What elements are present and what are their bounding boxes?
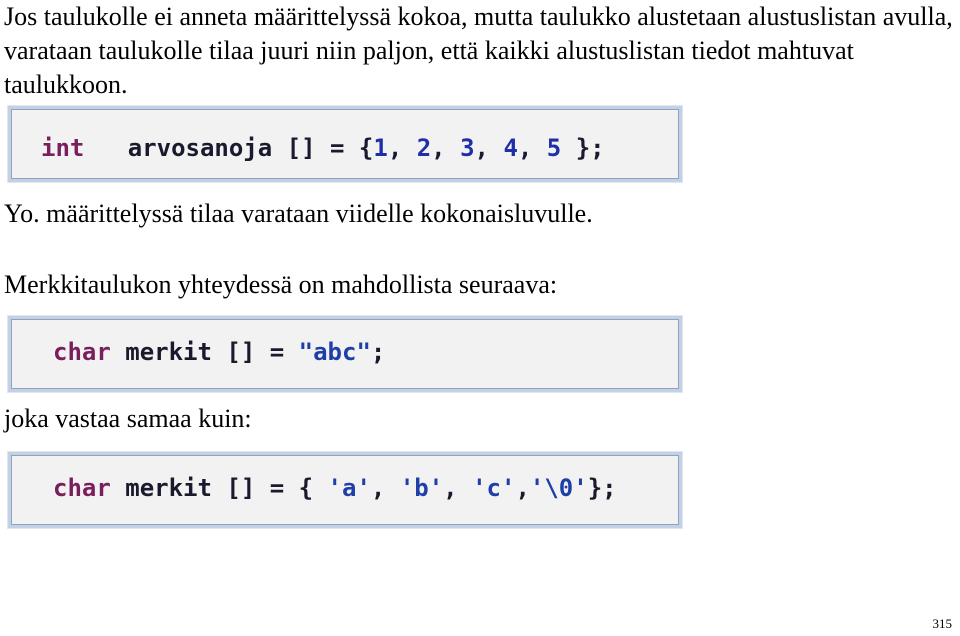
code-block-int-array [8,106,682,182]
code-identifier: merkit [] = { [110,474,328,502]
char-literal: 'c' [472,474,516,502]
joka-paragraph: joka vastaa samaa kuin: [4,404,252,433]
number-literal: 5 [546,134,562,162]
code-identifier: arvosanoja [] = { [113,134,374,162]
keyword-int: int [41,134,85,162]
number-literal: 3 [460,134,475,162]
code-identifier: merkit [] = [110,338,299,366]
code-block-char-list [8,452,682,528]
char-literal: 'b' [399,474,444,502]
number-literal: 1 [373,134,388,162]
string-literal: "abc" [298,338,371,366]
keyword-char: char [53,338,111,366]
keyword-char: char [53,474,111,502]
char-literal: '\0' [529,474,588,502]
code-line: char merkit [] = "abc"; [53,338,386,366]
char-literal: 'a' [327,474,371,502]
yo-paragraph: Yo. määrittelyssä tilaa varataan viidelle kokonaisluvulle. [4,199,593,228]
code-block-char-string [8,316,682,392]
page-number: 315 [932,616,952,631]
intro-paragraph: Jos taulukolle ei anneta määrittelyssä kokoa, mutta taulukko alustetaan alustuslistan avulla, varataan taulukolle tilaa juuri niin paljon, että kaikki alustuslistan tiedot mahtuvat taulukkoon. [4,2,953,99]
number-literal: 4 [503,134,518,162]
merkki-paragraph: Merkkitaulukon yhteydessä on mahdollista seuraava: [4,270,558,299]
code-line: int arvosanoja [] = {1, 2, 3, 4, 5 }; [41,134,605,162]
number-literal: 2 [416,134,432,162]
code-line: char merkit [] = { 'a', 'b', 'c','\0'}; [53,474,617,502]
